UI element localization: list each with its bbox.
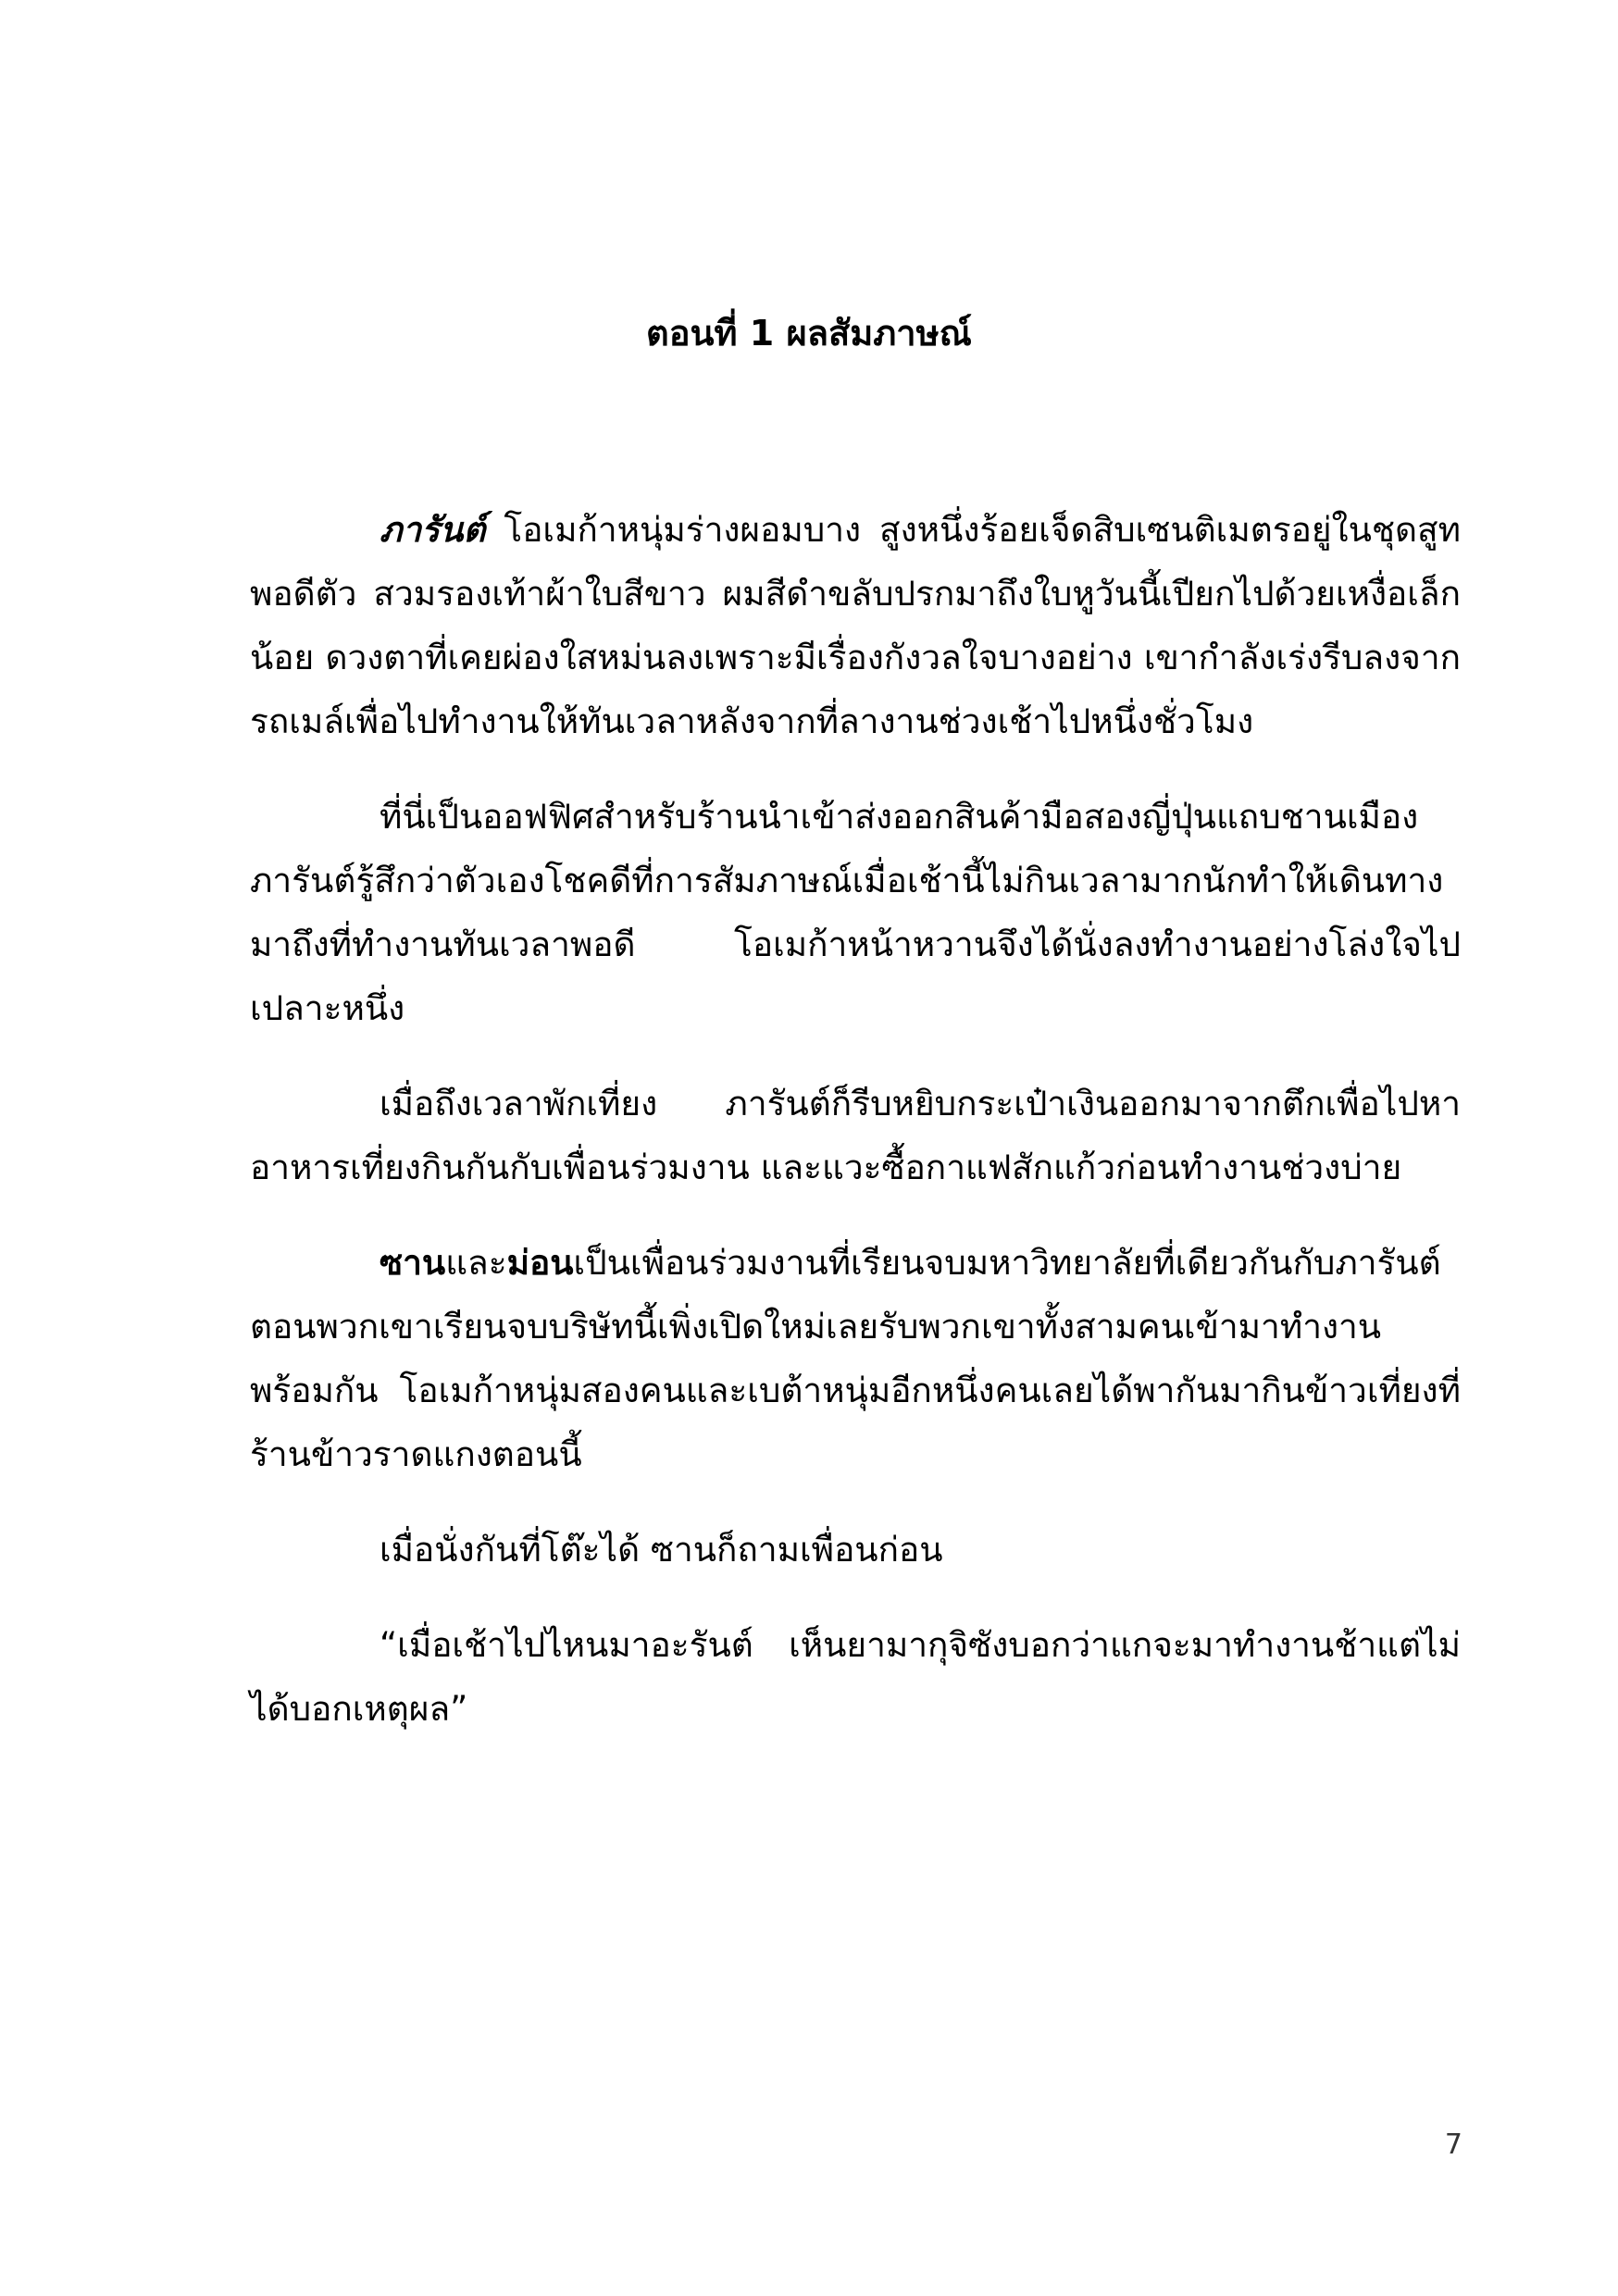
paragraph-5 bbox=[250, 1518, 1461, 1582]
paragraph-3 bbox=[250, 1072, 1461, 1199]
paragraph-6-dialogue bbox=[250, 1613, 1461, 1741]
paragraph-4-text: เป็นเพื่อนร่วมงานที่เรียนจบมหาวิทยาลัยที่เดียวกันกับภารันต์ ตอนพวกเขาเรียนจบบริษัทนี้เพิ่งเปิดใหม่เลยรับพวกเขาทั้งสามคนเข้ามาทำงานพร้อมกัน โอเมก้าหนุ่มสองคนและเบต้าหนุ่มอีกหนึ่งคนเลยได้พากันมากินข้าวเที่ยงที่ร้านข้าวราดแกงตอนนี้ bbox=[250, 1243, 1461, 1474]
paragraph-2-text: ที่นี่เป็นออฟฟิศสำหรับร้านนำเข้าส่งออกสินค้ามือสองญี่ปุ่นแถบชานเมือง ภารันต์รู้สึกว่าตัวเองโชคดีที่การสัมภาษณ์เมื่อเช้านี้ไม่กินเวลามากนักทำให้เดินทางมาถึงที่ทำงานทันเวลาพอดี โอเมก้าหน้าหวานจึงได้นั่งลงทำงานอย่างโล่งใจไปเปลาะหนึ่ง bbox=[250, 797, 1461, 1028]
paragraph-3-text: เมื่อถึงเวลาพักเที่ยง ภารันต์ก็รีบหยิบกระเป๋าเงินออกมาจากตึกเพื่อไปหาอาหารเที่ยงกินกันกับเพื่อนร่วมงาน และแวะซื้อกาแฟสักแก้วก่อนทำงานช่วงบ่าย bbox=[250, 1084, 1461, 1187]
paragraph-2 bbox=[250, 785, 1461, 1040]
paragraph-6-text: “เมื่อเช้าไปไหนมาอะรันต์ เห็นยามากุจิซังบอกว่าแกจะมาทำงานช้าแต่ไม่ได้บอกเหตุผล” bbox=[250, 1625, 1461, 1729]
body-text bbox=[250, 498, 1461, 1772]
paragraph-4 bbox=[250, 1231, 1461, 1486]
paragraph-4-conjunction: และ bbox=[445, 1243, 507, 1283]
character-name-pharan: ภารันต์ bbox=[380, 510, 486, 550]
paragraph-1-text: โอเมก้าหนุ่มร่างผอมบาง สูงหนึ่งร้อยเจ็ดสิบเซนติเมตรอยู่ในชุดสูทพอดีตัว สวมรองเท้าผ้าใบสีขาว ผมสีดำขลับปรกมาถึงใบหูวันนี้เปียกไปด้วยเหงื่อเล็กน้อย ดวงตาที่เคยผ่องใสหม่นลงเพราะมีเรื่องกังวลใจบางอย่าง เขากำลังเร่งรีบลงจากรถเมล์เพื่อไปทำงานให้ทันเวลาหลังจากที่ลางานช่วงเช้าไปหนึ่งชั่วโมง bbox=[250, 510, 1461, 741]
chapter-title: ตอนที่ 1 ผลสัมภาษณ์ bbox=[646, 313, 972, 354]
character-name-mon: ม่อน bbox=[506, 1243, 574, 1283]
character-name-san: ซาน bbox=[380, 1243, 446, 1283]
page-number: 7 bbox=[1444, 2128, 1462, 2161]
paragraph-1 bbox=[250, 498, 1461, 753]
paragraph-5-text: เมื่อนั่งกันที่โต๊ะได้ ซานก็ถามเพื่อนก่อน bbox=[380, 1530, 943, 1570]
